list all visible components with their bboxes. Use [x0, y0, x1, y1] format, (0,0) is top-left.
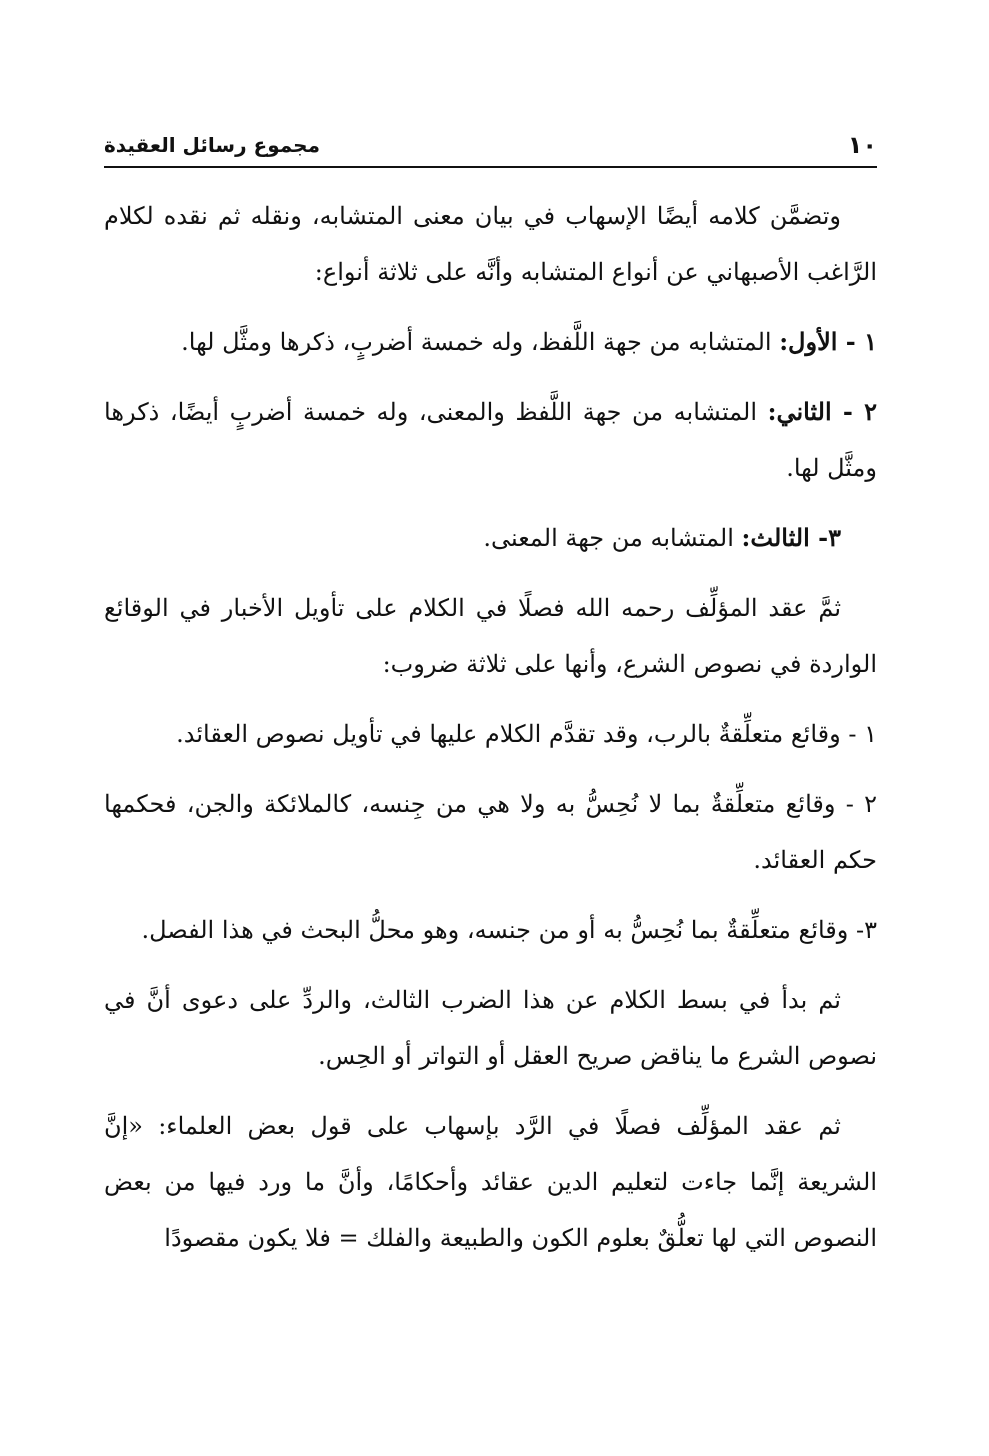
paragraph-text: ٢ - وقائع متعلِّقةٌ بما لا نُحِسُّ به ولا هي من جِنسه، كالملائكة والجن، فحكمها حكم العقائد.: [104, 790, 877, 874]
paragraph-text: المتشابه من جهة اللَّفظ والمعنى، وله خمسة أضربٍ أيضًا، ذكرها ومثَّل لها.: [104, 398, 877, 482]
paragraph-text: ١ - وقائع متعلِّقةٌ بالرب، وقد تقدَّم الكلام عليها في تأويل نصوص العقائد.: [176, 720, 877, 748]
list-item-second-type: [104, 384, 877, 496]
list-item-first-type: [104, 314, 877, 370]
paragraph-text: ثم عقد المؤلِّف فصلًا في الرَّد بإسهاب على قول بعض العلماء: «إنَّ الشريعة إنَّما جاءت لتعليم الدين عقائد وأحكامًا، وأنَّ ما ورد فيها من بعض النصوص التي لها تعلُّقٌ بعلوم الكون والطبيعة والفلك = فلا يكون مقصودًا: [104, 1112, 877, 1252]
paragraph-interpretation: [104, 580, 877, 692]
paragraph-text: ٣- وقائع متعلِّقةٌ بما نُحِسُّ به أو من جنسه، وهو محلُّ البحث في هذا الفصل.: [141, 916, 877, 944]
paragraph-refutation: [104, 1098, 877, 1266]
paragraph-text: ثمَّ عقد المؤلِّف رحمه الله فصلًا في الكلام على تأويل الأخبار في الوقائع الواردة في نصوص الشرع، وأنها على ثلاثة ضروب:: [104, 594, 877, 678]
paragraph-text: المتشابه من جهة اللَّفظ، وله خمسة أضربٍ، ذكرها ومثَّل لها.: [181, 328, 780, 356]
paragraph-text: ثم بدأ في بسط الكلام عن هذا الضرب الثالث، والردِّ على دعوى أنَّ في نصوص الشرع ما يناقض صريح العقل أو التواتر أو الحِس.: [104, 986, 877, 1070]
header-divider: [104, 166, 877, 168]
paragraph-text: المتشابه من جهة المعنى.: [483, 524, 742, 552]
list-item-third-type: [104, 510, 877, 566]
paragraph-lead: ١ - الأول:: [779, 327, 877, 356]
running-header: [104, 130, 877, 164]
book-title: مجموع رسائل العقيدة: [104, 133, 320, 157]
list-item-category-three: [104, 902, 877, 958]
page-number: ١٠: [847, 131, 877, 159]
paragraph-text: وتضمَّن كلامه أيضًا الإسهاب في بيان معنى المتشابه، ونقله ثم نقده لكلام الرَّاغب الأصبهاني عن أنواع المتشابه وأنَّه على ثلاثة أنواع:: [104, 202, 877, 286]
paragraph-lead: ٢ - الثاني:: [767, 397, 878, 426]
page-body: [104, 188, 877, 1280]
list-item-category-two: [104, 776, 877, 888]
paragraph-lead: ٣- الثالث:: [741, 523, 841, 552]
paragraph-intro: [104, 188, 877, 300]
paragraph-third-type-discussion: [104, 972, 877, 1084]
list-item-category-one: [104, 706, 877, 762]
